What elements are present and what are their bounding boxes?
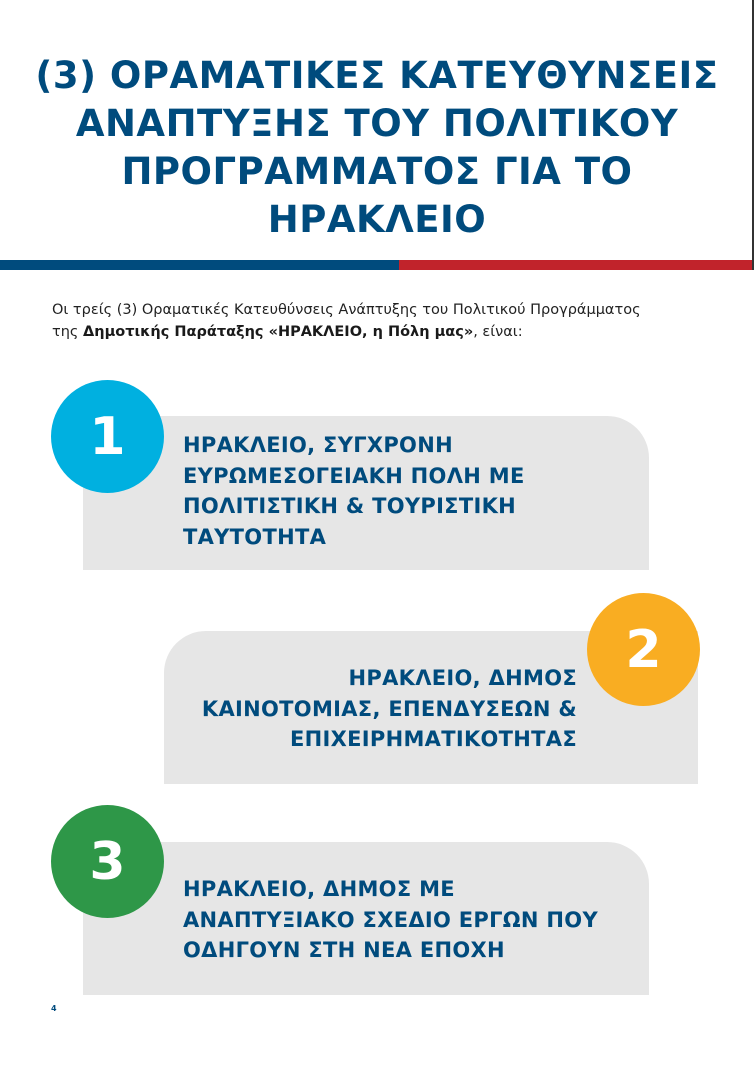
title-line: ΑΝΑΠΤΥΞΗΣ ΤΟΥ ΠΟΛΙΤΙΚΟΥ	[75, 102, 679, 145]
title-line: ΠΡΟΓΡΑΜΜΑΤΟΣ ΓΙΑ ΤΟ	[121, 150, 633, 193]
divider-red-segment	[399, 260, 752, 270]
direction-line: ΑΝΑΠΤΥΞΙΑΚΟ ΣΧΕΔΙΟ ΕΡΓΩΝ ΠΟΥ	[183, 907, 598, 932]
direction-line: ΠΟΛΙΤΙΣΤΙΚΗ & ΤΟΥΡΙΣΤΙΚΗ	[183, 494, 517, 518]
title-line: (3) ΟΡΑΜΑΤΙΚΕΣ ΚΑΤΕΥΘΥΝΣΕΙΣ	[35, 54, 719, 97]
intro-line-1: Οι τρείς (3) Οραματικές Κατευθύνσεις Ανάπτυξης του Πολιτικού Προγράμματος	[52, 302, 641, 318]
direction-text	[183, 874, 598, 966]
direction-line: ΟΔΗΓΟΥΝ ΣΤΗ ΝΕΑ ΕΠΟΧΗ	[183, 938, 505, 962]
direction-text	[202, 663, 577, 755]
page-title	[20, 52, 734, 244]
title-divider	[0, 260, 752, 270]
direction-card-1	[83, 416, 649, 570]
direction-text	[183, 430, 525, 552]
direction-card-3	[83, 842, 649, 995]
number-badge-1: 1	[51, 380, 164, 493]
direction-line: ΗΡΑΚΛΕΙΟ, ΔΗΜΟΣ ΜΕ	[183, 877, 455, 901]
direction-line: ΚΑΙΝΟΤΟΜΙΑΣ, ΕΠΕΝΔΥΣΕΩΝ &	[201, 696, 577, 721]
direction-line: ΗΡΑΚΛΕΙΟ, ΔΗΜΟΣ	[348, 666, 577, 690]
direction-line: ΗΡΑΚΛΕΙΟ, ΣΥΓΧΡΟΝΗ	[183, 433, 453, 457]
direction-line: ΕΥΡΩΜΕΣΟΓΕΙΑΚΗ ΠΟΛΗ ΜΕ	[183, 463, 525, 488]
intro-prefix: της	[52, 324, 84, 340]
party-name: Δημοτικής Παράταξης «ΗΡΑΚΛΕΙΟ, η Πόλη μας»	[83, 324, 474, 340]
divider-blue-segment	[0, 260, 399, 270]
intro-suffix: , είναι:	[473, 324, 523, 340]
title-line: ΗΡΑΚΛΕΙΟ	[267, 198, 487, 241]
intro-paragraph	[52, 299, 702, 343]
direction-line: ΤΑΥΤΟΤΗΤΑ	[183, 524, 327, 549]
direction-line: ΕΠΙΧΕΙΡΗΜΑΤΙΚΟΤΗΤΑΣ	[290, 727, 577, 751]
page-number: 4	[51, 1004, 57, 1013]
number-badge-2: 2	[587, 593, 700, 706]
number-badge-3: 3	[51, 805, 164, 918]
